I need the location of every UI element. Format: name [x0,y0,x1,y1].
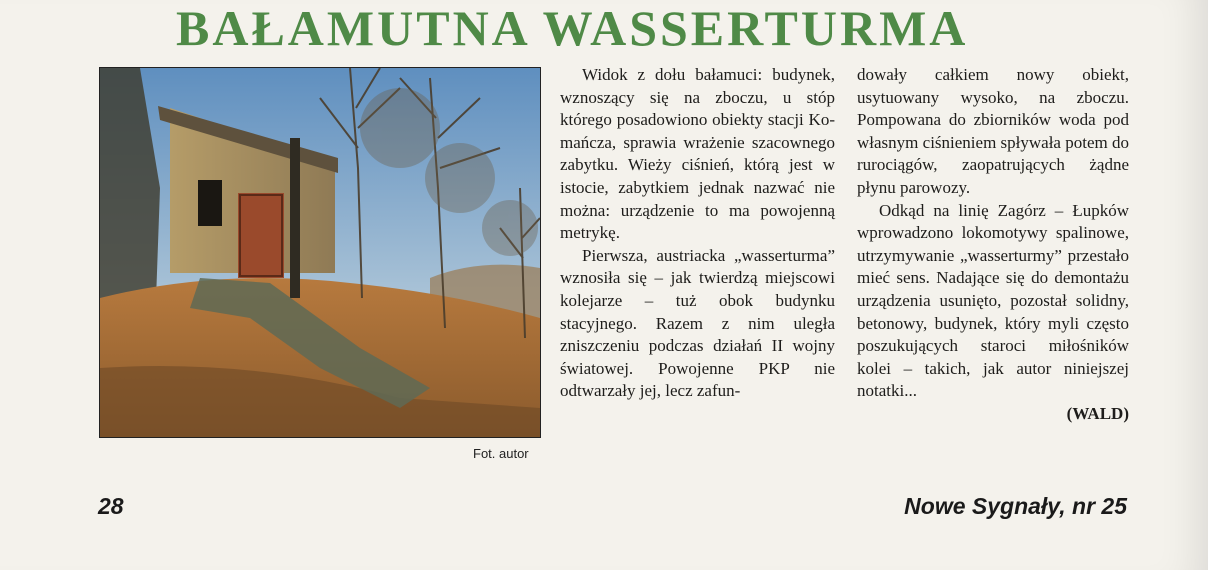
article-paragraph: dowały całkiem nowy obiekt, usytuowany wysoko, na zboczu. Pompowana do zbiorników woda pod własnym ciśnieniem spływała potem do rurociągów, zaopatrujących żądne płynu parowozy. [857,65,1129,197]
article-paragraph: Widok z dołu bałamuci: budynek, wznoszący się na zboczu, u stóp którego posadowiono obiekty stacji Ko-mańcza, sprawia wrażenie szacownego zabytku. Wieży ciśnień, którą jest w istocie, zabytkiem jednak nazwać nie można: urządzenie to ma powojenną metrykę. [560,65,835,243]
photo-caption: Fot. autor [473,446,529,461]
page-number: 28 [98,493,124,519]
article-photo [99,67,541,438]
article-column-1 [560,64,835,403]
article-paragraph: Odkąd na linię Zagórz – Łupków wprowadzono lokomotywy spalinowe, utrzymywanie „wasserturmy” przestało mieć sens. Nadające się do demontażu urządzenia usunięto, pozostał solidny, betonowy, budynek, który myli często poszukujących staroci miłośników kolei – takich, jak autor niniejszej notatki... [857,200,1129,401]
article-column-2 [857,64,1129,426]
publication-name: Nowe Sygnały, nr 25 [904,493,1127,519]
article-paragraph: Pierwsza, austriacka „wasserturma” wznosiła się – jak twierdzą miejscowi kolejarze – tuż obok budynku stacyjnego. Razem z nim uległa zniszczeniu podczas działań II wojny światowej. Powojenne PKP nie odtwarzały jej, lecz zafun- [560,245,835,401]
article-title: BAŁAMUTNA WASSERTURMA [176,0,969,56]
author-signature: (WALD) [1066,403,1129,423]
